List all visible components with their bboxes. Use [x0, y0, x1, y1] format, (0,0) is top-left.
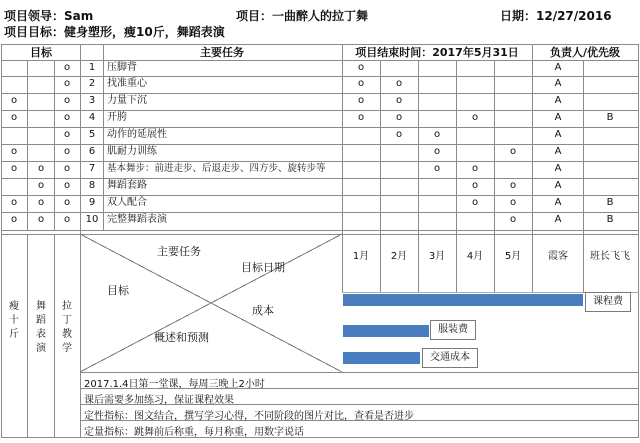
- col-owner-header: 负责人/优先级: [549, 46, 621, 59]
- month-2: 2月: [390, 251, 408, 262]
- month-mark: o: [471, 180, 479, 191]
- goal-mark: o: [63, 62, 71, 73]
- row-number: 1: [88, 62, 96, 73]
- owner-mark: A: [554, 163, 562, 174]
- goal-mark: o: [63, 129, 71, 140]
- cost-label-transport: 交通成本: [422, 348, 478, 368]
- goal-mark: o: [63, 78, 71, 89]
- priority-mark: B: [606, 112, 614, 123]
- goal-mark: o: [63, 146, 71, 157]
- month-mark: o: [433, 146, 441, 157]
- matrix-goal-label: 目标: [107, 284, 129, 297]
- month-mark: o: [395, 95, 403, 106]
- row-number: 3: [88, 95, 96, 106]
- task-name: 压脚背: [107, 62, 137, 73]
- row-number: 8: [88, 180, 96, 191]
- project-date: 日期：12/27/2016: [500, 9, 612, 23]
- task-name: 基本舞步：前进走步、后退走步、四方步、旋转步等: [107, 163, 326, 174]
- month-mark: o: [471, 163, 479, 174]
- month-1: 1月: [352, 251, 370, 262]
- month-mark: o: [433, 129, 441, 140]
- goal-mark: o: [37, 214, 45, 225]
- goal-mark: o: [10, 146, 18, 157]
- cost-label-costume: 服装费: [430, 320, 476, 340]
- goal-mark: o: [63, 112, 71, 123]
- goal-mark: o: [10, 214, 18, 225]
- task-name: 力量下沉: [107, 95, 147, 106]
- goal-mark: o: [63, 95, 71, 106]
- col-goal-header: 目标: [30, 46, 52, 59]
- goal-mark: o: [37, 197, 45, 208]
- matrix-summary-label: 概述和预测: [154, 331, 209, 344]
- owner-2: 班长飞飞: [590, 251, 630, 262]
- owner-mark: A: [554, 62, 562, 73]
- month-mark: o: [357, 78, 365, 89]
- priority-mark: B: [606, 197, 614, 208]
- row-number: 10: [85, 214, 99, 225]
- owner-mark: A: [554, 78, 562, 89]
- row-number: 7: [88, 163, 96, 174]
- owner-mark: A: [554, 129, 562, 140]
- note-3: 定性指标：图文结合，撰写学习心得，不同阶段的图片对比，查看是否进步: [84, 411, 414, 422]
- month-mark: o: [433, 163, 441, 174]
- task-name: 找准重心: [107, 78, 147, 89]
- month-mark: o: [471, 112, 479, 123]
- matrix-cost-label: 成本: [252, 304, 274, 317]
- col-end-header: 项目结束时间：2017年5月31日: [355, 46, 519, 59]
- month-mark: o: [357, 95, 365, 106]
- note-4: 定量指标：跳舞前后称重，每月称重，用数字说话: [84, 427, 304, 438]
- col-task-header: 主要任务: [200, 46, 244, 59]
- goal-mark: o: [10, 95, 18, 106]
- owner-mark: A: [554, 214, 562, 225]
- month-4: 4月: [466, 251, 484, 262]
- goal-mark: o: [10, 163, 18, 174]
- matrix-task-label: 主要任务: [157, 245, 201, 258]
- owner-mark: A: [554, 146, 562, 157]
- month-mark: o: [509, 146, 517, 157]
- month-mark: o: [395, 112, 403, 123]
- cost-bar-course: [343, 294, 583, 306]
- month-mark: o: [509, 180, 517, 191]
- month-mark: o: [357, 112, 365, 123]
- task-name: 双人配合: [107, 197, 147, 208]
- month-5: 5月: [504, 251, 522, 262]
- task-name: 肌耐力训练: [107, 146, 157, 157]
- note-2: 课后需要多加练习，保证课程效果: [84, 395, 234, 406]
- goal-mark: o: [10, 112, 18, 123]
- row-number: 2: [88, 78, 96, 89]
- goal-vertical-2: 舞 蹈 表 演: [36, 301, 46, 354]
- goal-vertical-1: 瘦 十 斤: [9, 301, 19, 340]
- owner-mark: A: [554, 197, 562, 208]
- task-name: 完整舞蹈表演: [107, 214, 167, 225]
- month-3: 3月: [428, 251, 446, 262]
- owner-mark: A: [554, 95, 562, 106]
- project-leader: 项目领导：Sam: [4, 9, 94, 23]
- matrix-date-label: 目标日期: [241, 261, 285, 274]
- row-number: 4: [88, 112, 96, 123]
- row-number: 6: [88, 146, 96, 157]
- month-mark: o: [509, 197, 517, 208]
- goal-vertical-3: 拉 丁 教 学: [62, 301, 72, 354]
- goal-mark: o: [63, 214, 71, 225]
- owner-mark: A: [554, 180, 562, 191]
- month-mark: o: [395, 78, 403, 89]
- goal-mark: o: [63, 180, 71, 191]
- goal-mark: o: [10, 197, 18, 208]
- month-mark: o: [395, 129, 403, 140]
- owner-1: 霞客: [548, 251, 568, 262]
- goal-mark: o: [63, 197, 71, 208]
- cost-bar-transport: [343, 352, 420, 364]
- month-mark: o: [471, 197, 479, 208]
- row-number: 9: [88, 197, 96, 208]
- task-name: 开胯: [107, 112, 127, 123]
- goal-mark: o: [37, 163, 45, 174]
- month-mark: o: [509, 214, 517, 225]
- goal-mark: o: [63, 163, 71, 174]
- priority-mark: B: [606, 214, 614, 225]
- task-name: 舞蹈套路: [107, 180, 147, 191]
- owner-mark: A: [554, 112, 562, 123]
- month-mark: o: [357, 62, 365, 73]
- note-1: 2017.1.4日第一堂课，每周三晚上2小时: [84, 379, 265, 390]
- project-name: 项目：一曲醉人的拉丁舞: [236, 9, 369, 23]
- cost-label-course: 课程费: [585, 292, 631, 312]
- goal-mark: o: [37, 180, 45, 191]
- cost-bar-costume: [343, 325, 429, 337]
- row-number: 5: [88, 129, 96, 140]
- project-goal: 项目目标：健身塑形，瘦10斤，舞蹈表演: [4, 25, 225, 39]
- task-name: 动作的延展性: [107, 129, 167, 140]
